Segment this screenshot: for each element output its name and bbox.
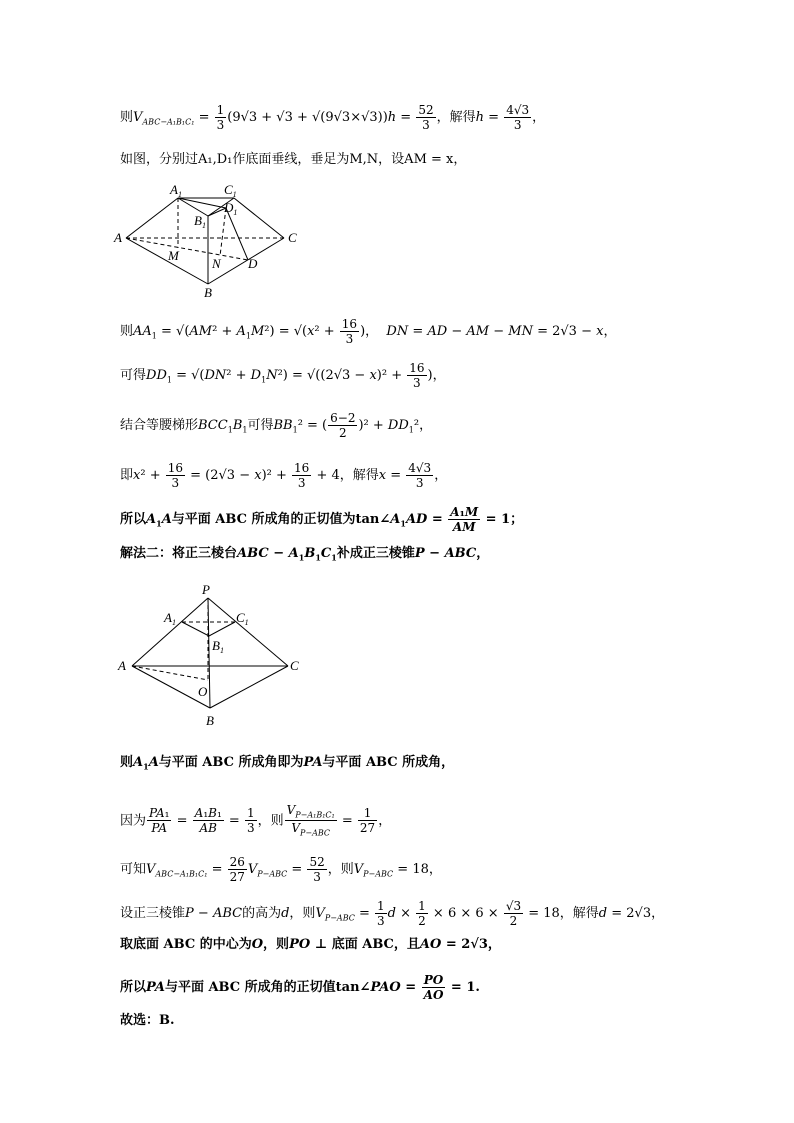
line-height-d: 设正三棱锥P − ABC的高为d，则$V_{P-ABC}$ = $\frac{1}{3}$ d × $\frac{1}{2}$ × 6 × 6 × $\frac{√3}{2}$ = 18，解得d = 2√3， — [120, 899, 665, 928]
fig1-label-N: N — [212, 256, 221, 271]
edge-AB — [126, 238, 208, 284]
fig1-label-A: A — [114, 230, 122, 245]
line-tangent-result-2: 所以PA与平面 ABC 所成角的正切值tan∠PAO = $\frac{PO}{AO}$ = 1. — [120, 973, 480, 1002]
line-answer: 故选：B. — [120, 1013, 175, 1028]
edge-AA1 — [126, 198, 178, 238]
fig1-label-C: C — [288, 230, 297, 245]
fig2-label-P: P — [202, 582, 210, 597]
line-solve-x: 即x² + $\frac{16}{3}$ = (2√3 − x)² + $\frac{16}{3}$ + 4，解得x = $\frac{4√3}{3}$ ， — [120, 461, 448, 490]
line-volume-equation — [120, 104, 545, 131]
edge-D1N-dashed — [220, 208, 226, 256]
edge-C1C — [234, 198, 284, 238]
edge-A1D1 — [178, 198, 226, 208]
line-DD1: 可得$DD_1 = √(DN^2 + D_1N^2) = √((2√3 - x)^2$ + $\frac{16}{3}$ )， — [120, 361, 446, 390]
line-volume-text: 则$V_{ABC-A_1B_1C_1}$ = $\frac{1}{3}$ (9√3 + √3 + √(9√3×√3))h = $\frac{52}{3}$ ，解得h = $\frac{4√3}{3}$ ， — [120, 103, 546, 132]
line-angle-equivalence: 则$A_1A$与平面 ABC 所成角即为PA与平面 ABC 所成角， — [120, 755, 455, 772]
fig2-label-A: A — [118, 658, 126, 673]
edge-B1C1 — [209, 622, 235, 636]
line-AA1-DN: 则$AA_1 = √(AM^2 + A_1M^2) = √(x^2$ + $\frac{16}{3}$ )， DN = AD − AM − MN = 2√3 − x， — [120, 317, 617, 346]
fig1-label-C1: $C_1$ — [224, 182, 237, 199]
edge-AO-dashed — [132, 666, 208, 680]
line-method-two: 解法二：将正三棱台ABC − $A_1B_1C_1$补成正三棱锥P − ABC， — [120, 546, 490, 563]
line-center-O: 取底面 ABC 的中心为O，则PO ⊥ 底面 ABC，且AO = 2√3， — [120, 937, 501, 952]
edge-PA — [132, 598, 208, 666]
fig1-label-B1: $B_1$ — [194, 213, 206, 230]
fig1-label-D: D — [248, 256, 258, 271]
line-ratio: 因为 $\frac{\text{PA₁}}{PA}$ = $\frac{\text{A₁B₁}}{AB}$ = $\frac{1}{3}$ ，则 $\frac{V_{P-A_1B_1C_1}}{V_{P-ABC}}$ = $\frac{1}{27}$ ， — [120, 803, 392, 838]
fig2-label-O: O — [198, 684, 208, 699]
fig1-label-D1: $D_1$ — [224, 200, 238, 217]
edge-AD-dashed — [126, 238, 248, 260]
figure-pyramid — [110, 582, 310, 730]
fig1-label-B: B — [204, 285, 212, 300]
line-tangent-result-1: 所以$A_1A$与平面 ABC 所成角的正切值为$\tan\angle A_1AD$ = $\frac{\text{A₁M}}{AM}$ = 1； — [120, 505, 524, 534]
figure-frustum — [110, 180, 310, 300]
fig2-label-C: C — [290, 658, 299, 673]
fig2-label-C1: $C_1$ — [236, 610, 249, 627]
fig1-label-M: M — [168, 248, 179, 263]
fig2-label-A1: $A_1$ — [164, 610, 176, 627]
line-perpendicular-setup: 如图，分别过A₁,D₁作底面垂线，垂足为M,N，设AM = x， — [120, 152, 467, 167]
edge-PC — [208, 598, 288, 666]
fig1-label-A1: $A_1$ — [170, 182, 182, 199]
fig2-label-B1: $B_1$ — [212, 638, 224, 655]
line-volume-pyramid: 可知$V_{ABC-A_1B_1C_1}$ = $\frac{26}{27}$ $V_{P-ABC}$ = $\frac{52}{3}$ ，则$V_{P-ABC} = 18$， — [120, 855, 442, 884]
line-trapezoid: 结合等腰梯形$BCC_1B_1$可得$BB_1^2$ = ( $\frac{6-2}{2}$ )$^2 + DD_1^2$， — [120, 411, 433, 440]
edge-A1B1 — [182, 622, 209, 636]
fig2-label-B: B — [206, 713, 214, 728]
edge-BC — [210, 666, 288, 708]
